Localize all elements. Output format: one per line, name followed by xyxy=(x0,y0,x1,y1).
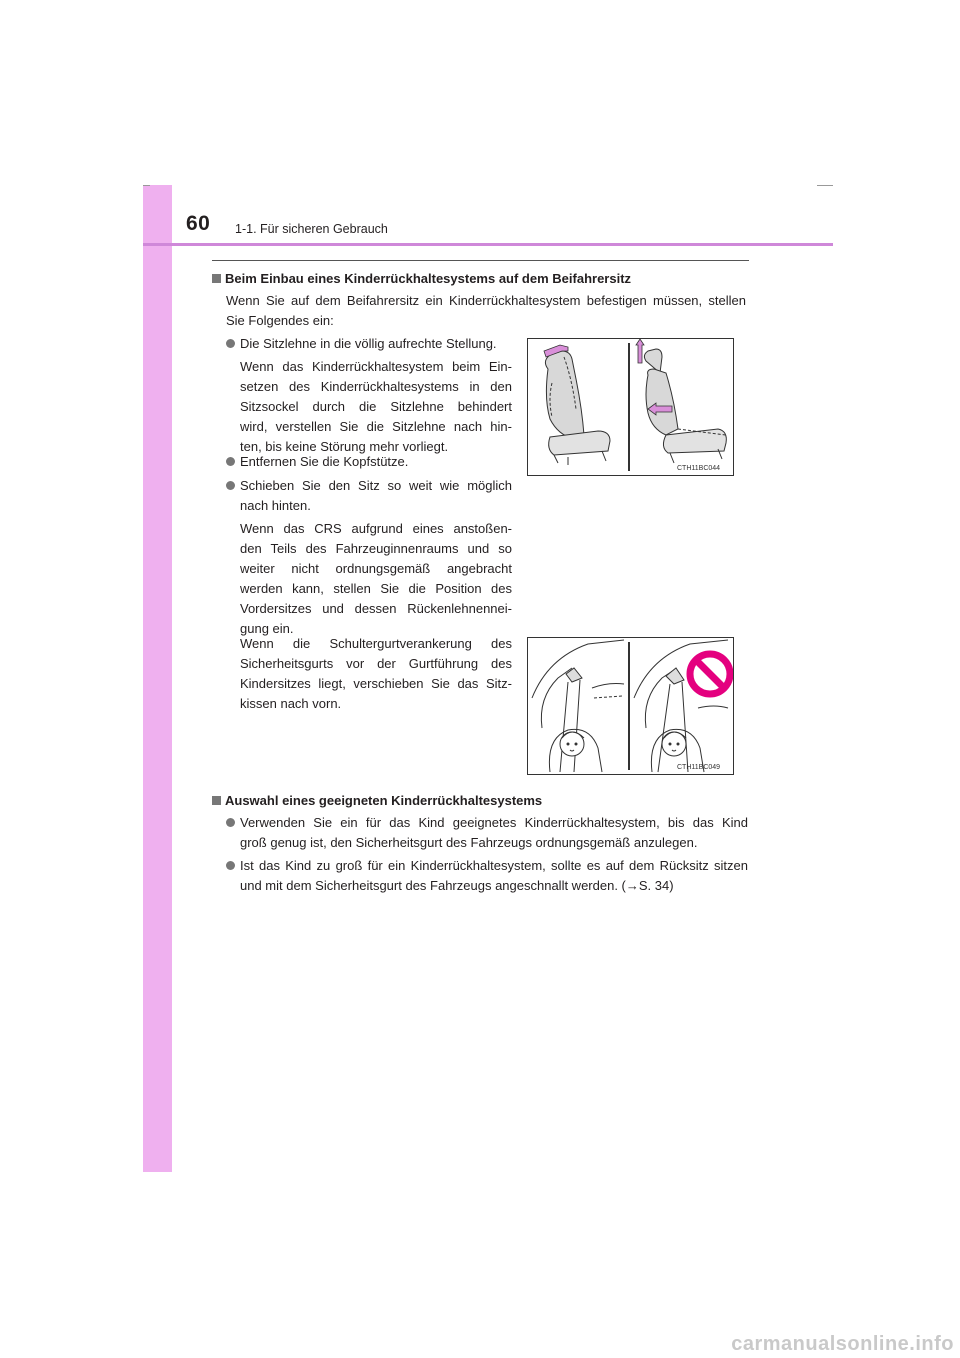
bullet-headrest xyxy=(226,452,235,472)
para3-line: Wenn die Schultergurtverankerung des xyxy=(240,636,512,651)
round-bullet-icon xyxy=(226,457,235,466)
figure-belt-routing xyxy=(527,637,734,775)
belt-routing-illustration xyxy=(528,638,733,774)
para1-line: Wenn das Kinderrückhaltesystem beim Ein- xyxy=(240,359,512,374)
square-bullet-icon xyxy=(212,796,221,805)
page-number: 60 xyxy=(186,212,211,235)
section1-heading: Beim Einbau eines Kinderrückhaltesystems auf dem Beifahrersitz xyxy=(212,269,631,289)
bullet-child-too-big-line: und mit dem Sicherheitsgurt des Fahrzeugs angeschnallt werden. (→S. 34) xyxy=(240,878,674,893)
header-rule xyxy=(143,243,833,246)
bullet-slide-seat xyxy=(226,476,235,496)
square-bullet-icon xyxy=(212,274,221,283)
para2-line: Vordersitzes und dessen Rückenlehnennei- xyxy=(240,601,512,616)
section2-heading: Auswahl eines geeigneten Kinderrückhaltesystems xyxy=(212,791,542,811)
round-bullet-icon xyxy=(226,339,235,348)
round-bullet-icon xyxy=(226,861,235,870)
prohibited-icon xyxy=(690,654,730,694)
para3-line: Sicherheitsgurts vor der Gurtführung des xyxy=(240,656,512,671)
side-tab-strip xyxy=(143,185,172,1172)
watermark: carmanualsonline.info xyxy=(731,1333,954,1355)
section1-intro-line1: Wenn Sie auf dem Beifahrersitz ein Kinderrückhaltesystem befestigen müssen, stellen xyxy=(226,293,746,308)
para1-line: wird, verstellen Sie die Sitzlehne nach hin- xyxy=(240,419,512,434)
section-divider xyxy=(212,260,749,261)
bullet-choose-crs xyxy=(226,813,235,833)
para2-line: den Teils des Fahrzeuginnenraums und so xyxy=(240,541,512,556)
para2-line: werden kann, stellen Sie die Position des xyxy=(240,581,512,596)
bullet-choose-crs-line: groß genug ist, den Sicherheitsgurt des Fahrzeugs ordnungsgemäß anzulegen. xyxy=(240,835,698,850)
figure1-code: CTH11BC044 xyxy=(677,465,721,472)
bullet-seatback xyxy=(226,334,235,354)
para2-line: weiter nicht ordnungsgemäß angebracht xyxy=(240,561,512,576)
seat-adjustment-illustration xyxy=(528,339,733,475)
para3-line: kissen nach vorn. xyxy=(240,696,342,711)
figure2-code: CTH11BC049 xyxy=(677,764,721,771)
section1-intro-line2: Sie Folgendes ein: xyxy=(226,313,334,328)
para1-line: Sitzsockel durch die Sitzlehne behindert xyxy=(240,399,512,414)
round-bullet-icon xyxy=(226,481,235,490)
bullet-seatback-text: Die Sitzlehne in die völlig aufrechte Stellung. xyxy=(240,336,497,351)
round-bullet-icon xyxy=(226,818,235,827)
para1-line: setzen des Kinderrückhaltesystems in den xyxy=(240,379,512,394)
para1-line: ten, bis keine Störung mehr vorliegt. xyxy=(240,439,449,454)
figure-seat-adjustment xyxy=(527,338,734,476)
bullet-headrest-text: Entfernen Sie die Kopfstütze. xyxy=(240,454,409,469)
running-head-section: 1-1. Für sicheren Gebrauch xyxy=(235,222,388,236)
para2-line: gung ein. xyxy=(240,621,294,636)
crop-mark-left xyxy=(143,185,150,186)
para2-line: Wenn das CRS aufgrund eines anstoßen- xyxy=(240,521,512,536)
para3-line: Kindersitzes liegt, verschieben Sie das Sitz- xyxy=(240,676,512,691)
bullet-slide-seat-line: Schieben Sie den Sitz so weit wie möglich xyxy=(240,478,512,493)
bullet-slide-seat-line: nach hinten. xyxy=(240,498,311,513)
bullet-child-too-big xyxy=(226,856,235,876)
crop-mark-right xyxy=(817,185,833,186)
bullet-choose-crs-line: Verwenden Sie ein für das Kind geeignetes Kinderrückhaltesystem, bis das Kind xyxy=(240,815,748,830)
bullet-child-too-big-line: Ist das Kind zu groß für ein Kinderrückhaltesystem, sollte es auf dem Rücksitz sitzen xyxy=(240,858,748,873)
